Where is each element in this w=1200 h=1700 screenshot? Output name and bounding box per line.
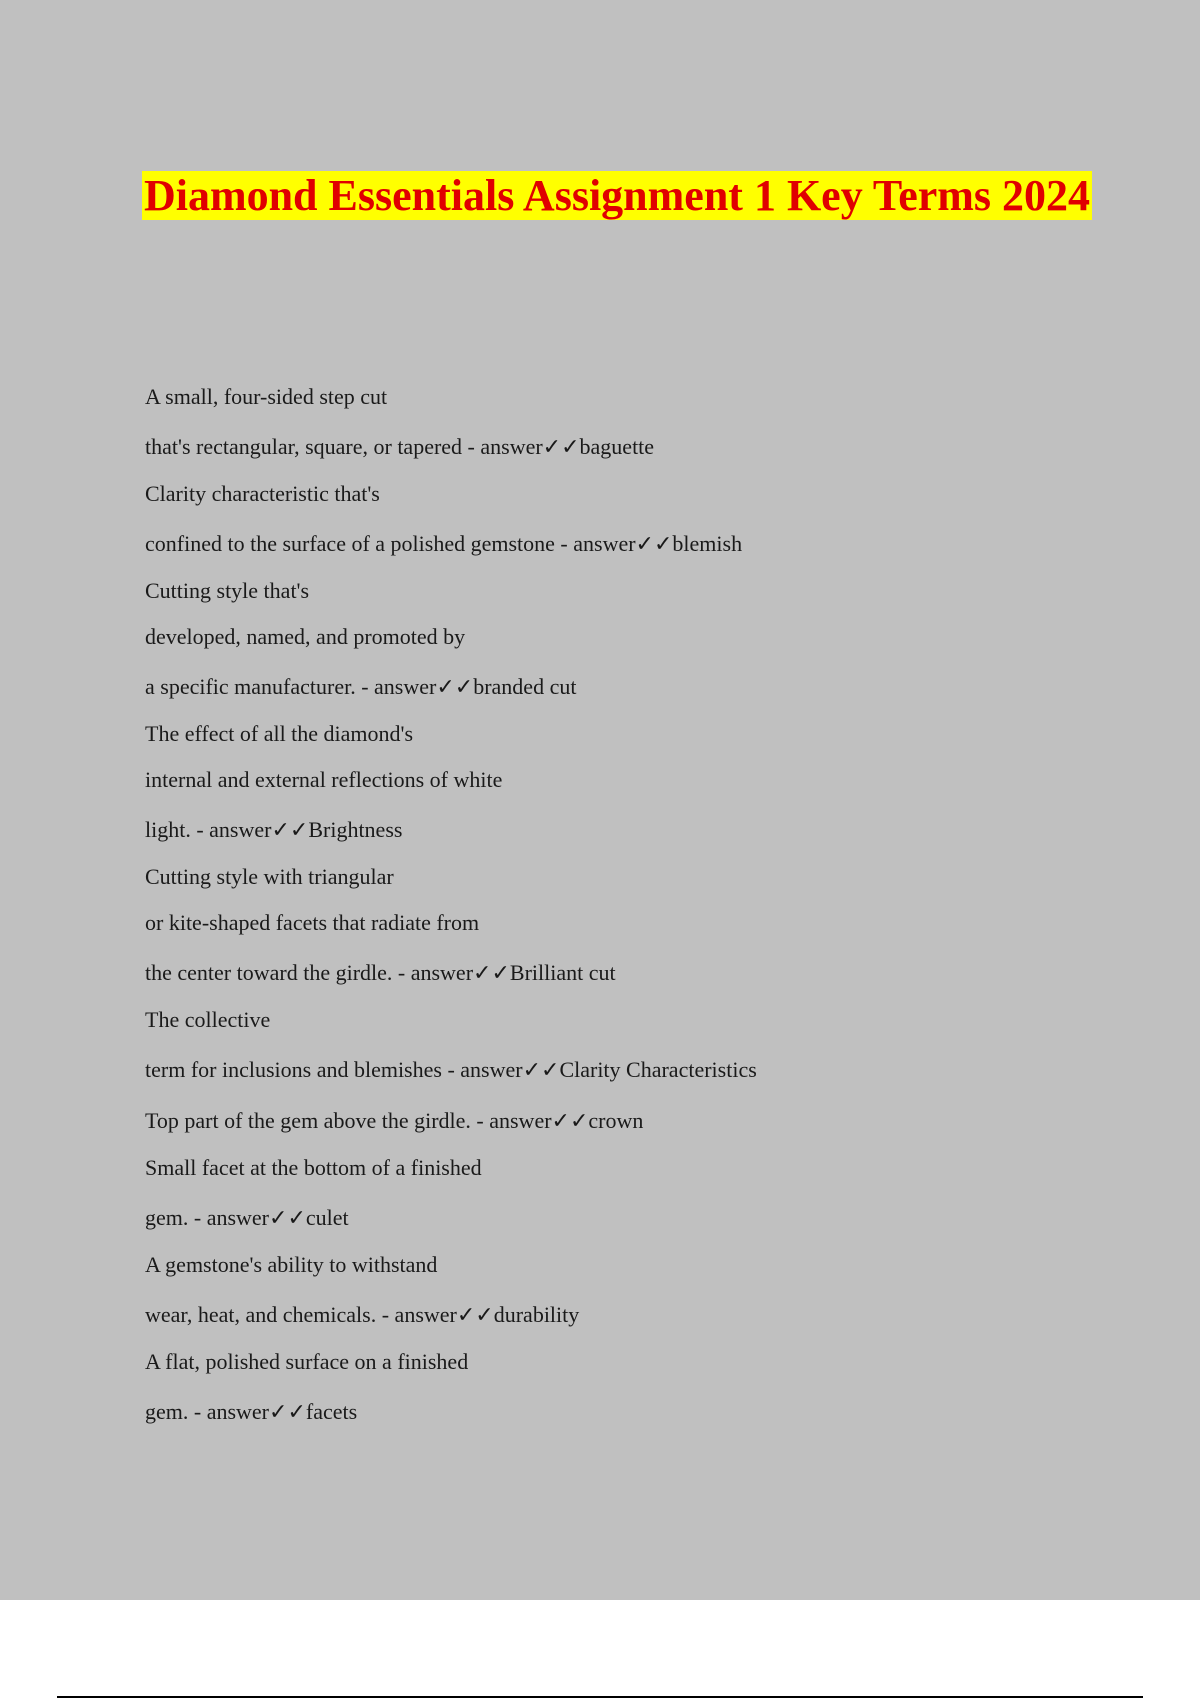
text-line: internal and external reflections of white xyxy=(145,767,503,792)
text-line: The collective xyxy=(145,1007,271,1032)
text-line: gem. - answer✓✓facets xyxy=(145,1399,358,1424)
text-line: A gemstone's ability to withstand xyxy=(145,1252,438,1277)
document-title-text: Diamond Essentials Assignment 1 Key Terms 2024 xyxy=(143,171,1091,220)
text-line: a specific manufacturer. - answer✓✓branded cut xyxy=(145,674,577,699)
text-line: The effect of all the diamond's xyxy=(145,721,414,746)
text-line: confined to the surface of a polished gemstone - answer✓✓blemish xyxy=(145,531,743,556)
text-line: Cutting style that's xyxy=(145,578,310,603)
text-line: wear, heat, and chemicals. - answer✓✓durability xyxy=(145,1302,580,1327)
text-line: Cutting style with triangular xyxy=(145,864,394,889)
text-line: that's rectangular, square, or tapered - answer✓✓baguette xyxy=(145,434,655,459)
text-line: Top part of the gem above the girdle. - answer✓✓crown xyxy=(145,1108,644,1133)
text-line: term for inclusions and blemishes - answer✓✓Clarity Characteristics xyxy=(145,1057,757,1082)
text-line: gem. - answer✓✓culet xyxy=(145,1205,349,1230)
text-line: or kite-shaped facets that radiate from xyxy=(145,910,480,935)
text-line: the center toward the girdle. - answer✓✓Brilliant cut xyxy=(145,960,616,985)
footer-divider xyxy=(57,1696,1143,1698)
document-title xyxy=(100,166,1134,236)
text-line: A flat, polished surface on a finished xyxy=(145,1349,469,1374)
text-line: developed, named, and promoted by xyxy=(145,624,466,649)
text-line: Small facet at the bottom of a finished xyxy=(145,1155,482,1180)
text-line: Clarity characteristic that's xyxy=(145,481,380,506)
text-line: light. - answer✓✓Brightness xyxy=(145,817,403,842)
text-line: A small, four-sided step cut xyxy=(145,384,388,409)
